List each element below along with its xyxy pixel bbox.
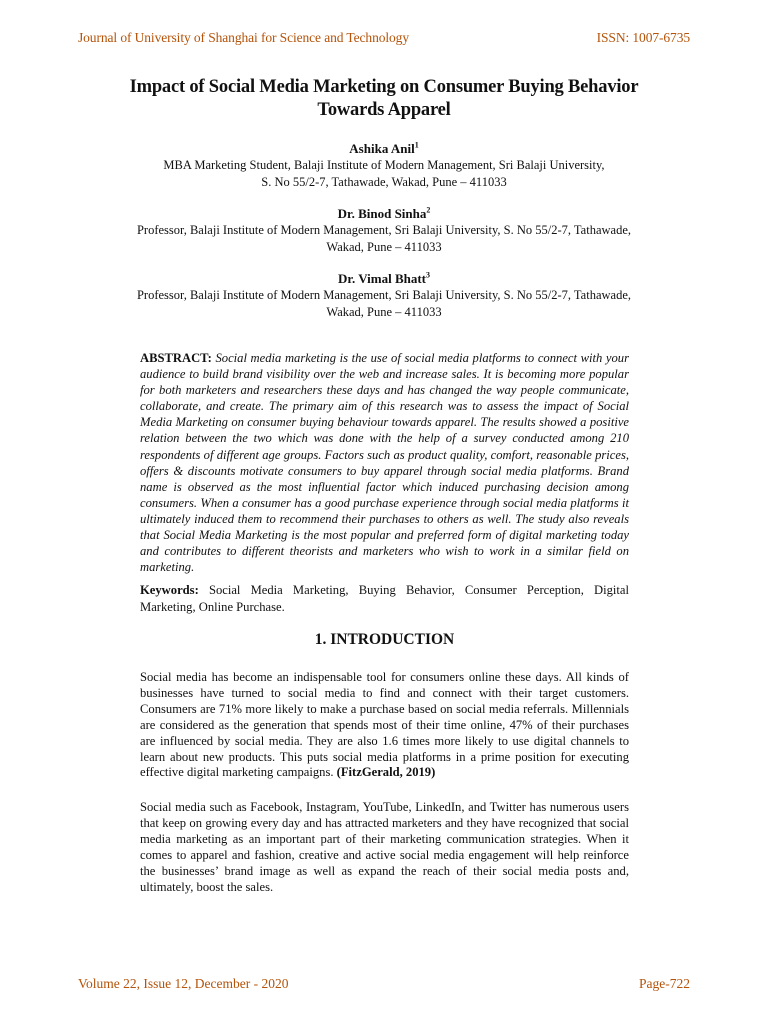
body-paragraph bbox=[140, 800, 629, 895]
author-affiliation-line: Wakad, Pune – 411033 bbox=[326, 305, 442, 319]
keywords-text: Social Media Marketing, Buying Behavior, Consumer Perception, Digital Marketing, Online Purchase. bbox=[140, 583, 629, 614]
citation: (FitzGerald, 2019) bbox=[336, 765, 436, 780]
issn: ISSN: 1007-6735 bbox=[596, 30, 690, 45]
author-affiliation-line: S. No 55/2-7, Tathawade, Wakad, Pune – 411033 bbox=[261, 175, 507, 189]
author-name: Dr. Binod Sinha$^2$ bbox=[337, 205, 431, 221]
abstract bbox=[140, 350, 629, 575]
author-block-1 bbox=[120, 140, 648, 191]
keywords-label: Keywords: bbox=[140, 583, 199, 597]
author-block-2 bbox=[120, 205, 648, 256]
volume-issue: Volume 22, Issue 12, December - 2020 bbox=[78, 976, 289, 991]
keywords bbox=[140, 582, 629, 615]
journal-name: Journal of University of Shanghai for Science and Technology bbox=[78, 30, 409, 45]
author-name: Dr. Vimal Bhatt$^3$ bbox=[338, 270, 430, 286]
author-affiliation-line: Wakad, Pune – 411033 bbox=[326, 240, 442, 254]
section-heading: 1. INTRODUCTION bbox=[314, 631, 455, 648]
author-superscript: 1 bbox=[414, 140, 419, 150]
author-superscript: 3 bbox=[426, 270, 430, 280]
paper-title: Impact of Social Media Marketing on Consumer Buying Behavior Towards Apparel bbox=[129, 77, 639, 120]
author-name: Ashika Anil$^1$ bbox=[349, 140, 419, 156]
author-superscript: 2 bbox=[426, 205, 431, 215]
author-block-3 bbox=[120, 270, 648, 321]
page-number: Page-722 bbox=[639, 976, 690, 991]
author-affiliation-line: Professor, Balaji Institute of Modern Management, Sri Balaji University, S. No 55/2-7, Tathawade, bbox=[136, 288, 632, 302]
running-footer bbox=[78, 976, 690, 992]
abstract-label: ABSTRACT: bbox=[140, 351, 212, 365]
paragraph-text: Social media such as Facebook, Instagram, YouTube, LinkedIn, and Twitter has numerous users that keep on growing every day and has attracted marketers and they have recognized that social media marketing as an important part of their marketing communication strategies. When it comes to apparel and fashion, creative and active social media engagement will help reinforce the businesses’ brand image as well as expand the reach of their social media posts and, ultimately, boost the sales. bbox=[140, 800, 629, 894]
author-affiliation-line: MBA Marketing Student, Balaji Institute of Modern Management, Sri Balaji University, bbox=[163, 158, 605, 172]
paragraph-text: Social media has become an indispensable tool for consumers online these days. All kinds of businesses have turned to social media to find and connect with their target customers. Consumers are 71% more likely to make a purchase based on social media referrals. Millennials are considered as the generation that spends most of their time online, 47% of their purchases are influenced by social media. They are also 1.6 times more likely to use digital channels to learn about new products. This puts social media platforms in a prime position for executing effective digital marketing campaigns. bbox=[140, 670, 629, 780]
author-affiliation-line: Professor, Balaji Institute of Modern Management, Sri Balaji University, S. No 55/2-7, Tathawade, bbox=[136, 223, 632, 237]
abstract-text: Social media marketing is the use of social media platforms to connect with your audience to build brand visibility over the web and increase sales. It is becoming more popular for both marketers and researchers these days and has changed the way people communicate, collaborate, and create. The primary aim of this research was to assess the impact of Social Media Marketing on consumer buying behaviour towards apparel. The results showed a positive relation between the two which was done with the help of a survey conducted among 210 respondents of different age groups. Factors such as product quality, comfort, reasonable prices, offers & discounts motivate consumers to buy apparel through social media platforms. Brand name is observed as the most influential factor which induced purchasing decision among consumers. When a consumer has a good purchase experience through social media platforms it ultimately induced them to recommend their purchases to others as well. The study also reveals that Social Media Marketing is the most popular and preferred form of digital marketing today and contributes to different theorists and marketers who wish to work in a similar field on marketing. bbox=[140, 351, 629, 575]
body-paragraph bbox=[140, 670, 629, 781]
running-header bbox=[78, 30, 690, 46]
